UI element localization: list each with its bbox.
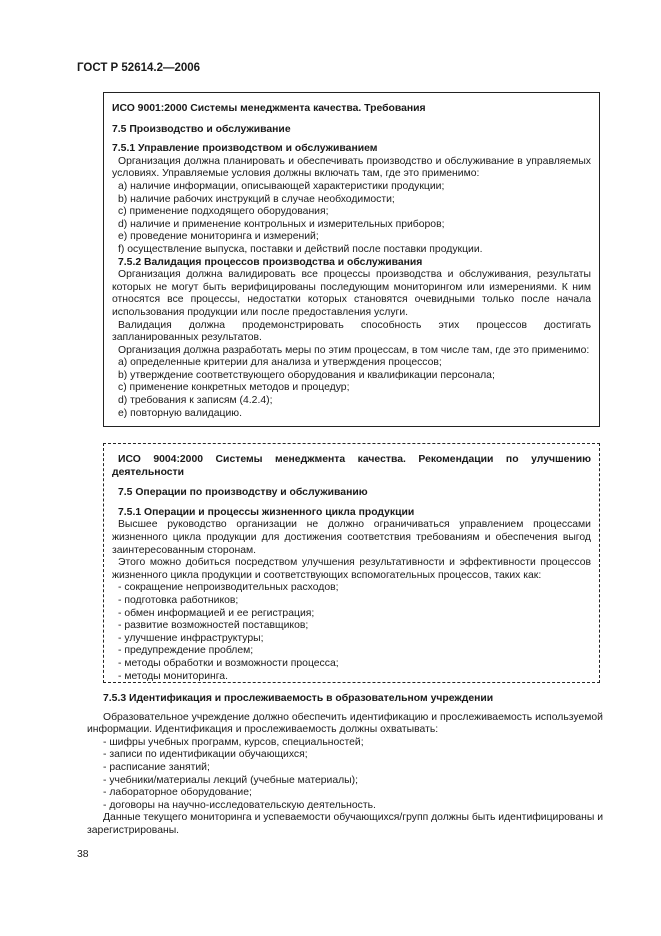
list-item: - записи по идентификации обучающихся;: [103, 749, 308, 761]
list-item: - методы обработки и возможности процесса;: [118, 657, 339, 669]
list-item: b) наличие рабочих инструкций в случае необходимости;: [118, 193, 395, 205]
list-item: a) определенные критерии для анализа и утверждения процессов;: [118, 357, 442, 369]
iso-9001-quote-box: [103, 92, 600, 427]
list-item: e) повторную валидацию.: [118, 407, 242, 419]
list-item: d) наличие и применение контрольных и измерительных приборов;: [118, 218, 445, 230]
box1-paragraph-4: Организация должна разработать меры по этим процессам, в том числе там, где это применимо:: [118, 344, 590, 356]
list-item: - методы мониторинга.: [118, 670, 228, 682]
list-item: - развитие возможностей поставщиков;: [118, 620, 309, 632]
list-item: b) утверждение соответствующего оборудования и квалификации персонала;: [118, 369, 495, 381]
box2-section-heading: 7.5 Операции по производству и обслуживанию: [118, 487, 368, 499]
box2-subsection-1: 7.5.1 Операции и процессы жизненного цикла продукции: [118, 506, 415, 518]
box1-paragraph-2: Организация должна валидировать все процессы производства и обслуживания, результаты которых не могут быть верифицированы последующим мониторингом или измерениями. К ним относятся все процессы, недостатки которых становятся очевидными только после начала использования продукции или после предоставления услуги.: [112, 269, 591, 318]
box1-paragraph-3: Валидация должна продемонстрировать способность этих процессов достигать запланированных результатов.: [112, 319, 591, 344]
list-item: - расписание занятий;: [103, 761, 210, 773]
main-paragraph-1: Образовательное учреждение должно обеспечить идентификацию и прослеживаемость используемой информации. Идентификация и прослеживаемость должны охватывать:: [87, 711, 603, 736]
list-item: c) применение конкретных методов и процедур;: [118, 382, 350, 394]
box2-paragraph-2: Этого можно добиться посредством улучшения результативности и эффективности процессов жизненного цикла продукции и соответствующих вспомогательных процессов, таких как:: [112, 557, 591, 581]
box1-section-heading: 7.5 Производство и обслуживание: [112, 123, 291, 135]
box1-subsection-2: 7.5.2 Валидация процессов производства и обслуживания: [118, 256, 423, 268]
list-item: - предупреждение проблем;: [118, 645, 254, 657]
list-item: - договоры на научно-исследовательскую деятельность.: [103, 799, 376, 811]
list-item: - лабораторное оборудование;: [103, 787, 252, 799]
main-section: [87, 693, 603, 838]
list-item: c) применение подходящего оборудования;: [118, 206, 329, 218]
list-item: e) проведение мониторинга и измерений;: [118, 231, 319, 243]
list-item: - учебники/материалы лекций (учебные материалы);: [103, 774, 358, 786]
list-item: f) осуществление выпуска, поставки и действий после поставки продукции.: [118, 243, 483, 255]
box2-paragraph-1: Высшее руководство организации не должно ограничиваться управлением процессами жизненного цикла продукции для достижения соответствия требованиям и обеспечения выгод заинтересованным сторонам.: [112, 519, 591, 556]
list-item: - подготовка работников;: [118, 594, 239, 606]
box1-subsection-1: 7.5.1 Управление производством и обслуживанием: [112, 143, 378, 155]
box2-list: [112, 582, 591, 683]
main-list: [87, 737, 603, 813]
list-item: a) наличие информации, описывающей характеристики продукции;: [118, 180, 445, 192]
box2-title: ИСО 9004:2000 Системы менеджмента качества. Рекомендации по улучшению деятельности: [112, 454, 591, 478]
list-item: - улучшение инфраструктуры;: [118, 632, 264, 644]
list-item: - сокращение непроизводительных расходов;: [118, 582, 339, 594]
list-item: - обмен информацией и ее регистрация;: [118, 607, 315, 619]
iso-9004-quote-box: [103, 443, 600, 683]
box1-title: ИСО 9001:2000 Системы менеджмента качества. Требования: [112, 103, 426, 114]
list-item: d) требования к записям (4.2.4);: [118, 395, 273, 407]
page-number: 38: [77, 849, 89, 860]
document-header: ГОСТ Р 52614.2—2006: [77, 62, 201, 74]
main-paragraph-2: Данные текущего мониторинга и успеваемости обучающихся/групп должны быть идентифицированы и зарегистрированы.: [87, 812, 603, 836]
box1-list-1: [112, 181, 591, 257]
box1-list-2: [112, 357, 591, 420]
list-item: - шифры учебных программ, курсов, специальностей;: [103, 736, 364, 748]
box1-paragraph-1: Организация должна планировать и обеспечивать производство и обслуживание в управляемых условиях. Управляемые условия должны включать там, где это применимо:: [112, 155, 591, 180]
main-subsection-heading: 7.5.3 Идентификация и прослеживаемость в образовательном учреждении: [103, 693, 494, 704]
